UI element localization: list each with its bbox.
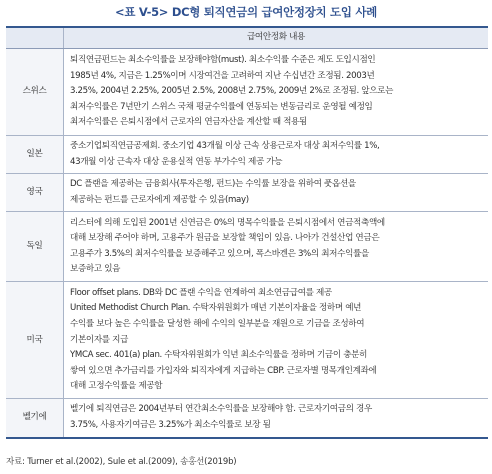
- content-line: Floor offset plans. DB와 DC 플랜 수익을 연계하여 최소연금급여를 제공: [70, 287, 332, 298]
- country-cell: 벨기에: [6, 399, 64, 438]
- content-line: United Methodist Church Plan. 수탁자위원회가 매년 기본이자율을 정하며 예년: [70, 303, 362, 314]
- table-row: [6, 174, 488, 212]
- content-line: 고용주가 3.5%의 최저수익률을 보증해주고 있으며, 폭스바겐은 3%의 최저수익률을: [70, 248, 369, 259]
- content-line: 최저수익률은 7년만기 스위스 국채 평균수익률에 연동되는 변동금리로 운영될 예정임: [70, 101, 373, 112]
- content-line: 3.75%, 사용자기여금은 3.25%가 최소수익률로 보장 됨: [70, 419, 271, 430]
- country-cell: 일본: [6, 136, 64, 174]
- content-line: 보증하고 있음: [70, 264, 121, 275]
- table-row: [6, 282, 488, 399]
- content-cell: [64, 212, 489, 282]
- content-line: 제공하는 펀드를 근로자에게 제공할 수 있음(may): [70, 194, 249, 205]
- table-row: [6, 136, 488, 174]
- table-row: [6, 212, 488, 282]
- content-cell: [64, 174, 489, 212]
- table-title: <표 V-5> DC형 퇴직연금의 급여안정장치 도입 사례: [115, 5, 377, 19]
- content-cell: [64, 136, 489, 174]
- content-line: 수익률 보다 높은 수익률을 달성한 해에 수익의 일부분을 재원으로 기금을 조성하여: [70, 318, 365, 329]
- content-cell: [64, 399, 489, 438]
- source-note: 자료: Turner et al.(2002), Sule et al.(2009), 송홍선(2019b): [6, 457, 237, 467]
- content-line: 퇴직연금펀드는 최소수익률을 보장해야함(must). 최소수익률 수준은 제도 도입시점인: [70, 55, 376, 66]
- content-line: 중소기업퇴직연금공제회. 중소기업 43개월 이상 근속 상용근로자 대상 최저수익률 1%,: [70, 141, 380, 151]
- content-line: 대해 보장해 주어야 하며, 고용주가 원금을 보장할 책임이 있음. 나아가 건설산업 연금은: [70, 233, 380, 244]
- country-cell: 독일: [6, 212, 64, 282]
- content-line: 3.25%, 2004년 2.25%, 2005년 2.5%, 2008년 2.75%, 2009년 2%로 조정됨. 앞으로는: [70, 86, 394, 97]
- content-cell: [64, 49, 489, 136]
- content-line: 1985년 4%, 지금은 1.25%이며 시장여건을 고려하여 지난 수십년간 조정됨. 2003년: [70, 70, 375, 81]
- content-line: 대해 고정수익률을 제공함: [70, 381, 163, 392]
- header-content-cell: 급여안정화 내용: [64, 27, 489, 49]
- country-cell: 영국: [6, 174, 64, 212]
- content-line: DC 플랜을 제공하는 금융회사(투자은행, 펀드)는 수익률 보장을 위하여 풋옵션을: [70, 179, 356, 190]
- content-line: 43개월 이상 근속자 대상 운용실적 연동 부가수익 제공 가능: [70, 156, 283, 167]
- stabilizer-table: [6, 26, 488, 439]
- country-cell: 미국: [6, 282, 64, 399]
- content-line: 쌓여 있으면 추가금리를 가입자와 퇴직자에게 지급하는 CBP. 근로자별 명목개인계좌에: [70, 365, 377, 376]
- content-cell: [64, 282, 489, 399]
- header-country-cell: [6, 27, 64, 49]
- content-line: YMCA sec. 401(a) plan. 수탁자위원회가 익년 최소수익률을 정하며 기금이 충분히: [70, 350, 368, 361]
- table-row: [6, 49, 488, 136]
- content-line: 벨기에 퇴직연금은 2004년부터 연간최소수익률을 보장해야 함. 근로자기여금의 경우: [70, 404, 372, 415]
- content-line: 기본이자를 지급: [70, 334, 129, 345]
- content-line: 리스터에 의해 도입된 2001년 신연금은 0%의 명목수익률을 은퇴시점에서 연금적축액에: [70, 217, 385, 228]
- table-header-row: [6, 27, 488, 49]
- table-row: [6, 399, 488, 438]
- country-cell: 스위스: [6, 49, 64, 136]
- content-line: 최저수익률은 은퇴시점에서 근로자의 연금자산을 계산할 때 적용됨: [70, 117, 307, 128]
